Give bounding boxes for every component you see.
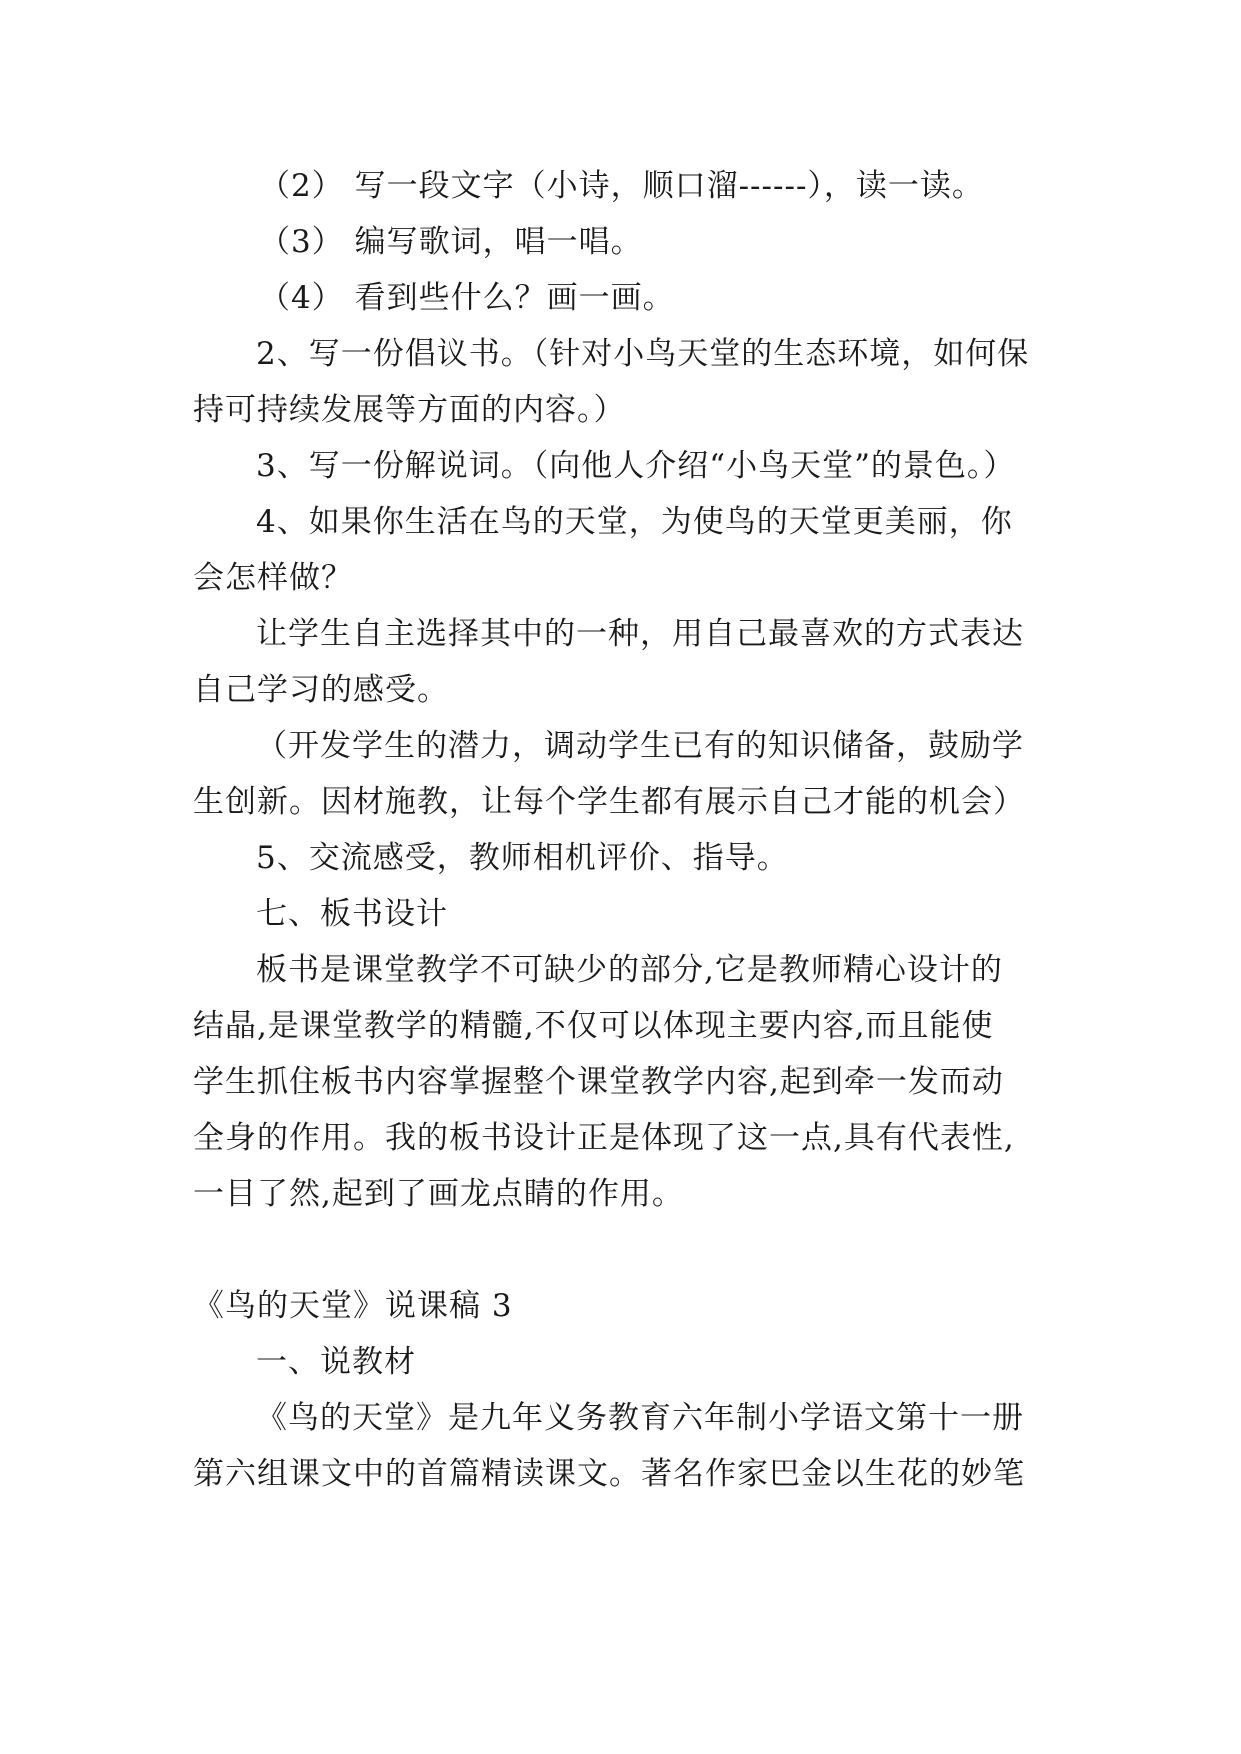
text-line-6: 3、写一份解说词。（向他人介绍“小鸟天堂”的景色。） <box>256 448 1016 484</box>
text-line-12: 生创新。因材施教，让每个学生都有展示自己才能的机会） <box>193 784 1025 820</box>
text-line-10: 自己学习的感受。 <box>193 672 449 708</box>
text-line-4: 2、写一份倡议书。（针对小鸟天堂的生态环境，如何保 <box>256 336 1030 372</box>
text-line-2: （3） 编写歌词，唱一唱。 <box>259 224 643 260</box>
text-line-9: 让学生自主选择其中的一种，用自己最喜欢的方式表达 <box>256 616 1024 652</box>
text-line-17: 学生抓住板书内容掌握整个课堂教学内容,起到牵一发而动 <box>193 1064 1004 1100</box>
section-heading-textbook: 一、说教材 <box>256 1344 416 1380</box>
text-line-7: 4、如果你生活在鸟的天堂，为使鸟的天堂更美丽，你 <box>256 504 1013 540</box>
section-heading-board-design: 七、板书设计 <box>256 896 448 932</box>
text-line-19: 一目了然,起到了画龙点睛的作用。 <box>193 1176 684 1212</box>
text-line-8: 会怎样做？ <box>193 560 353 596</box>
text-line-3: （4） 看到些什么？画一画。 <box>259 280 675 316</box>
text-line-23: 第六组课文中的首篇精读课文。著名作家巴金以生花的妙笔 <box>193 1456 1025 1492</box>
text-line-16: 结晶,是课堂教学的精髓,不仅可以体现主要内容,而且能使 <box>193 1008 994 1044</box>
text-line-13: 5、交流感受，教师相机评价、指导。 <box>256 840 789 876</box>
text-line-5: 持可持续发展等方面的内容。） <box>193 392 626 428</box>
text-line-18: 全身的作用。我的板书设计正是体现了这一点,具有代表性, <box>193 1120 1015 1156</box>
document-title: 《鸟的天堂》说课稿 3 <box>193 1288 513 1324</box>
text-line-11: （开发学生的潜力，调动学生已有的知识储备，鼓励学 <box>256 728 1024 764</box>
text-line-15: 板书是课堂教学不可缺少的部分,它是教师精心设计的 <box>256 952 1003 988</box>
text-line-22: 《鸟的天堂》是九年义务教育六年制小学语文第十一册 <box>256 1400 1024 1436</box>
text-line-1: （2） 写一段文字（小诗，顺口溜------），读一读。 <box>259 168 984 204</box>
